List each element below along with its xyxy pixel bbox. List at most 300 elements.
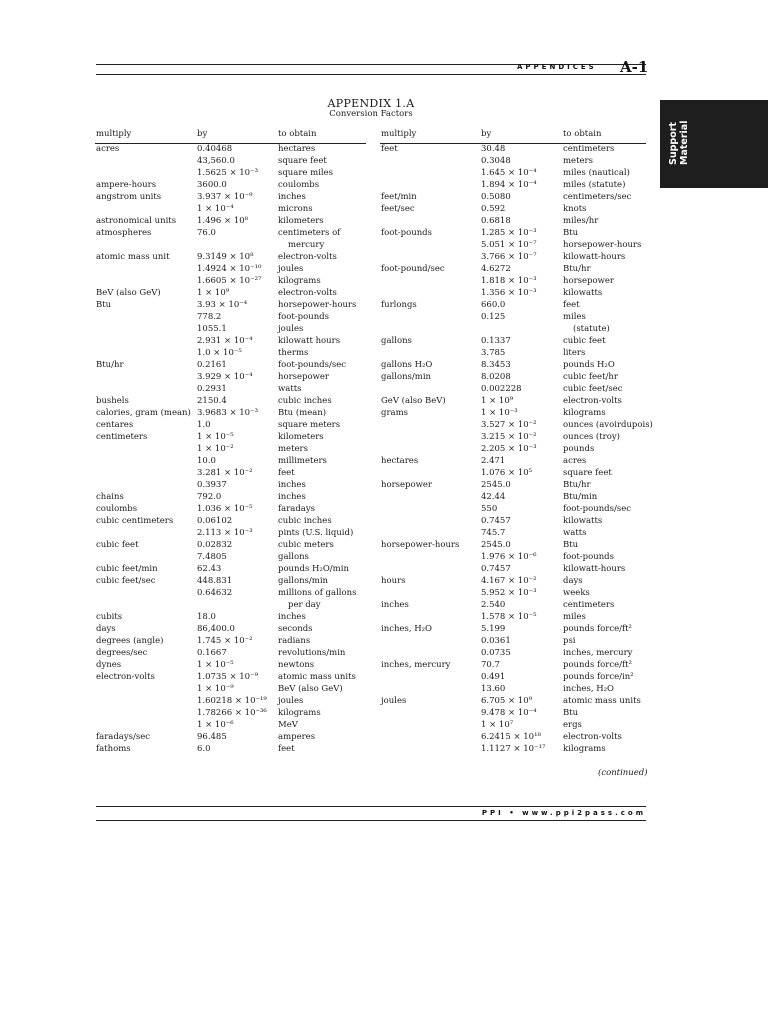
table-row bbox=[0, 467, 768, 479]
cell-multiply-right: horsepower-hours bbox=[381, 540, 460, 550]
cell-to-obtain-right: kilowatts bbox=[563, 516, 603, 526]
table-row bbox=[0, 647, 768, 659]
cell-to-obtain-right: kilowatts bbox=[563, 288, 603, 298]
cell-to-obtain-left: square miles bbox=[278, 168, 334, 178]
cell-to-obtain-left: square feet bbox=[278, 156, 327, 166]
table-row bbox=[0, 707, 768, 719]
cell-by-left: 0.2931 bbox=[197, 384, 227, 394]
cell-multiply-left: centimeters bbox=[96, 432, 148, 442]
cell-to-obtain-right: psi bbox=[563, 636, 576, 646]
cell-to-obtain-right: liters bbox=[563, 348, 586, 358]
cell-multiply-left: Btu bbox=[96, 300, 112, 310]
footer-publisher: PPI • www.ppi2pass.com bbox=[481, 809, 646, 817]
cell-by-left: 1.0 bbox=[197, 420, 211, 430]
table-row bbox=[0, 335, 768, 347]
cell-by-left: 1 × 10⁻⁴ bbox=[197, 204, 234, 214]
col-header-by-right: by bbox=[481, 129, 492, 139]
cell-to-obtain-right: square feet bbox=[563, 468, 612, 478]
cell-to-obtain-left: centimeters of bbox=[278, 228, 341, 238]
table-row bbox=[0, 275, 768, 287]
table-row bbox=[0, 215, 768, 227]
table-row bbox=[0, 431, 768, 443]
table-row bbox=[0, 359, 768, 371]
cell-multiply-left: degrees (angle) bbox=[96, 636, 164, 646]
footer-rule-top bbox=[96, 806, 646, 807]
section-label: APPENDICES bbox=[517, 63, 597, 71]
cell-by-left: 0.64632 bbox=[197, 588, 233, 598]
page-subtitle: Conversion Factors bbox=[329, 109, 413, 119]
cell-by-right: 0.6818 bbox=[481, 216, 511, 226]
cell-to-obtain-left: millimeters bbox=[278, 456, 327, 466]
cell-by-left: 3.929 × 10⁻⁴ bbox=[197, 372, 253, 382]
cell-by-right: 1.894 × 10⁻⁴ bbox=[481, 180, 537, 190]
table-row bbox=[0, 503, 768, 515]
cell-by-left: 1 × 10⁻⁹ bbox=[197, 684, 234, 694]
cell-to-obtain-right: kilowatt-hours bbox=[563, 252, 626, 262]
cell-to-obtain-left: cubic meters bbox=[278, 540, 334, 550]
cell-by-right: 30.48 bbox=[481, 144, 506, 154]
cell-multiply-right: gallons bbox=[381, 336, 412, 346]
table-row bbox=[0, 419, 768, 431]
cell-multiply-right: gallons H₂O bbox=[381, 360, 433, 370]
cell-by-right: 2545.0 bbox=[481, 480, 511, 490]
table-row bbox=[0, 623, 768, 635]
cell-to-obtain-left: per day bbox=[288, 600, 321, 610]
continued-note: (continued) bbox=[598, 768, 648, 778]
cell-by-right: 550 bbox=[481, 504, 498, 514]
cell-multiply-left: bushels bbox=[96, 396, 129, 406]
cell-to-obtain-left: foot-pounds/sec bbox=[278, 360, 346, 370]
cell-to-obtain-right: acres bbox=[563, 456, 587, 466]
cell-by-right: 2.205 × 10⁻³ bbox=[481, 444, 537, 454]
cell-by-right: 1.356 × 10⁻³ bbox=[481, 288, 537, 298]
cell-to-obtain-right: Btu/min bbox=[563, 492, 598, 502]
cell-multiply-left: fathoms bbox=[96, 744, 131, 754]
table-row bbox=[0, 671, 768, 683]
cell-to-obtain-right: meters bbox=[563, 156, 593, 166]
col-header-multiply-right: multiply bbox=[381, 129, 417, 139]
cell-by-left: 7.4805 bbox=[197, 552, 227, 562]
cell-to-obtain-right: Btu/hr bbox=[563, 264, 591, 274]
cell-by-right: 0.0361 bbox=[481, 636, 511, 646]
cell-by-right: 42.44 bbox=[481, 492, 506, 502]
cell-multiply-right: horsepower bbox=[381, 480, 432, 490]
cell-by-left: 1.0735 × 10⁻⁹ bbox=[197, 672, 258, 682]
cell-to-obtain-left: joules bbox=[278, 696, 304, 706]
cell-by-left: 18.0 bbox=[197, 612, 216, 622]
table-row bbox=[0, 539, 768, 551]
table-row bbox=[0, 227, 768, 239]
cell-by-left: 10.0 bbox=[197, 456, 216, 466]
table-row bbox=[0, 443, 768, 455]
cell-to-obtain-left: microns bbox=[278, 204, 313, 214]
cell-by-right: 3.527 × 10⁻² bbox=[481, 420, 537, 430]
cell-by-right: 0.1337 bbox=[481, 336, 511, 346]
table-row bbox=[0, 551, 768, 563]
cell-by-right: 0.7457 bbox=[481, 564, 511, 574]
cell-by-right: 2.540 bbox=[481, 600, 506, 610]
cell-by-left: 0.40468 bbox=[197, 144, 233, 154]
cell-to-obtain-left: feet bbox=[278, 744, 295, 754]
cell-to-obtain-right: inches, mercury bbox=[563, 648, 633, 658]
cell-multiply-left: atomic mass unit bbox=[96, 252, 170, 262]
cell-by-left: 43,560.0 bbox=[197, 156, 235, 166]
cell-by-right: 5.051 × 10⁻⁷ bbox=[481, 240, 537, 250]
cell-by-right: 1.645 × 10⁻⁴ bbox=[481, 168, 537, 178]
cell-to-obtain-right: inches, H₂O bbox=[563, 684, 615, 694]
table-row bbox=[0, 455, 768, 467]
cell-by-left: 3600.0 bbox=[197, 180, 227, 190]
cell-multiply-right: inches, mercury bbox=[381, 660, 451, 670]
cell-to-obtain-left: radians bbox=[278, 636, 311, 646]
page-title: APPENDIX 1.A bbox=[327, 97, 415, 110]
cell-to-obtain-right: ounces (troy) bbox=[563, 432, 620, 442]
cell-by-left: 3.93 × 10⁻⁴ bbox=[197, 300, 248, 310]
cell-to-obtain-right: pounds force/in² bbox=[563, 672, 634, 682]
cell-to-obtain-left: kilograms bbox=[278, 276, 321, 286]
cell-multiply-right: feet/min bbox=[381, 192, 417, 202]
cell-by-left: 1055.1 bbox=[197, 324, 227, 334]
cell-to-obtain-right: pounds H₂O bbox=[563, 360, 615, 370]
cell-to-obtain-right: ounces (avoirdupois) bbox=[563, 420, 653, 430]
cell-by-left: 448.831 bbox=[197, 576, 233, 586]
cell-to-obtain-right: kilograms bbox=[563, 744, 606, 754]
cell-multiply-left: centares bbox=[96, 420, 134, 430]
cell-by-left: 3.9683 × 10⁻³ bbox=[197, 408, 258, 418]
cell-to-obtain-right: foot-pounds/sec bbox=[563, 504, 631, 514]
cell-by-left: 1.60218 × 10⁻¹⁹ bbox=[197, 696, 267, 706]
cell-to-obtain-right: weeks bbox=[563, 588, 590, 598]
col-header-by-left: by bbox=[197, 129, 208, 139]
cell-by-left: 3.937 × 10⁻⁹ bbox=[197, 192, 253, 202]
cell-to-obtain-left: pints (U.S. liquid) bbox=[278, 528, 354, 538]
cell-by-right: 5.952 × 10⁻³ bbox=[481, 588, 537, 598]
table-row bbox=[0, 407, 768, 419]
table-row bbox=[0, 311, 768, 323]
cell-to-obtain-left: square meters bbox=[278, 420, 341, 430]
cell-multiply-right: foot-pounds bbox=[381, 228, 432, 238]
cell-multiply-left: cubits bbox=[96, 612, 123, 622]
cell-to-obtain-left: foot-pounds bbox=[278, 312, 329, 322]
cell-by-right: 0.3048 bbox=[481, 156, 511, 166]
table-row bbox=[0, 563, 768, 575]
table-row bbox=[0, 371, 768, 383]
cell-to-obtain-left: amperes bbox=[278, 732, 316, 742]
cell-multiply-left: cubic feet/sec bbox=[96, 576, 156, 586]
cell-to-obtain-right: kilograms bbox=[563, 408, 606, 418]
cell-by-left: 0.2161 bbox=[197, 360, 227, 370]
cell-to-obtain-right: pounds force/ft² bbox=[563, 660, 632, 670]
cell-by-left: 1 × 10⁻⁵ bbox=[197, 660, 234, 670]
cell-to-obtain-left: inches bbox=[278, 492, 306, 502]
cell-to-obtain-right: atomic mass units bbox=[563, 696, 641, 706]
cell-to-obtain-left: atomic mass units bbox=[278, 672, 356, 682]
cell-by-right: 3.215 × 10⁻² bbox=[481, 432, 537, 442]
cell-to-obtain-left: pounds H₂O/min bbox=[278, 564, 349, 574]
cell-multiply-right: hectares bbox=[381, 456, 419, 466]
cell-to-obtain-left: gallons/min bbox=[278, 576, 329, 586]
cell-by-right: 8.3453 bbox=[481, 360, 511, 370]
cell-to-obtain-left: faradays bbox=[278, 504, 316, 514]
cell-by-right: 70.7 bbox=[481, 660, 500, 670]
table-row bbox=[0, 167, 768, 179]
cell-multiply-right: gallons/min bbox=[381, 372, 432, 382]
cell-by-right: 13.60 bbox=[481, 684, 506, 694]
col-header-obtain-left: to obtain bbox=[278, 129, 317, 139]
cell-to-obtain-left: MeV bbox=[278, 720, 298, 730]
cell-multiply-left: degrees/sec bbox=[96, 648, 148, 658]
cell-to-obtain-right: (statute) bbox=[573, 324, 610, 334]
cell-multiply-right: inches, H₂O bbox=[381, 624, 433, 634]
cell-to-obtain-left: kilograms bbox=[278, 708, 321, 718]
cell-to-obtain-right: horsepower-hours bbox=[563, 240, 642, 250]
cell-multiply-right: GeV (also BeV) bbox=[381, 396, 446, 406]
table-row bbox=[0, 599, 768, 611]
table-row bbox=[0, 239, 768, 251]
table-row bbox=[0, 695, 768, 707]
cell-by-left: 1.4924 × 10⁻¹⁰ bbox=[197, 264, 262, 274]
cell-to-obtain-left: newtons bbox=[278, 660, 315, 670]
cell-to-obtain-right: centimeters bbox=[563, 144, 615, 154]
table-row bbox=[0, 587, 768, 599]
cell-multiply-right: foot-pound/sec bbox=[381, 264, 445, 274]
cell-by-left: 1.6605 × 10⁻²⁷ bbox=[197, 276, 262, 286]
cell-to-obtain-right: ergs bbox=[563, 720, 582, 730]
col-header-obtain-right: to obtain bbox=[563, 129, 602, 139]
table-row bbox=[0, 299, 768, 311]
table-row bbox=[0, 323, 768, 335]
table-row bbox=[0, 263, 768, 275]
cell-by-left: 792.0 bbox=[197, 492, 222, 502]
cell-by-left: 1.745 × 10⁻² bbox=[197, 636, 253, 646]
side-tab-line1: Support bbox=[668, 122, 679, 165]
table-row bbox=[0, 659, 768, 671]
cell-to-obtain-right: watts bbox=[563, 528, 587, 538]
cell-to-obtain-left: inches bbox=[278, 480, 306, 490]
cell-multiply-left: cubic centimeters bbox=[96, 516, 174, 526]
cell-by-right: 6.705 × 10⁹ bbox=[481, 696, 533, 706]
cell-to-obtain-right: foot-pounds bbox=[563, 552, 614, 562]
cell-multiply-left: Btu/hr bbox=[96, 360, 124, 370]
cell-to-obtain-left: cubic inches bbox=[278, 516, 332, 526]
cell-to-obtain-left: inches bbox=[278, 192, 306, 202]
cell-to-obtain-right: miles/hr bbox=[563, 216, 599, 226]
table-row bbox=[0, 155, 768, 167]
header-rule-bottom bbox=[96, 74, 646, 75]
cell-to-obtain-left: horsepower-hours bbox=[278, 300, 357, 310]
cell-by-right: 0.491 bbox=[481, 672, 506, 682]
cell-to-obtain-left: kilowatt hours bbox=[278, 336, 341, 346]
table-row bbox=[0, 527, 768, 539]
cell-by-left: 9.3149 × 10⁸ bbox=[197, 252, 254, 262]
cell-by-right: 745.7 bbox=[481, 528, 506, 538]
cell-to-obtain-left: inches bbox=[278, 612, 306, 622]
cell-by-left: 1 × 10⁻⁶ bbox=[197, 720, 234, 730]
cell-by-right: 0.7457 bbox=[481, 516, 511, 526]
cell-by-left: 0.02832 bbox=[197, 540, 233, 550]
cell-by-right: 1.976 × 10⁻⁶ bbox=[481, 552, 537, 562]
page-number: A-1 bbox=[620, 58, 649, 76]
cell-multiply-right: feet bbox=[381, 144, 398, 154]
table-row bbox=[0, 191, 768, 203]
cell-by-left: 2.113 × 10⁻³ bbox=[197, 528, 253, 538]
cell-to-obtain-left: cubic inches bbox=[278, 396, 332, 406]
cell-to-obtain-right: pounds force/ft² bbox=[563, 624, 632, 634]
table-row bbox=[0, 287, 768, 299]
table-row bbox=[0, 251, 768, 263]
cell-to-obtain-left: feet bbox=[278, 468, 295, 478]
cell-to-obtain-left: electron-volts bbox=[278, 288, 337, 298]
cell-by-left: 6.0 bbox=[197, 744, 211, 754]
cell-to-obtain-left: millions of gallons bbox=[278, 588, 357, 598]
cell-to-obtain-left: therms bbox=[278, 348, 309, 358]
table-row bbox=[0, 179, 768, 191]
cell-multiply-right: feet/sec bbox=[381, 204, 415, 214]
table-row bbox=[0, 683, 768, 695]
cell-to-obtain-left: joules bbox=[278, 324, 304, 334]
cell-to-obtain-left: mercury bbox=[288, 240, 325, 250]
cell-to-obtain-right: Btu bbox=[563, 708, 579, 718]
cell-to-obtain-left: electron-volts bbox=[278, 252, 337, 262]
table-row bbox=[0, 479, 768, 491]
cell-to-obtain-right: feet bbox=[563, 300, 580, 310]
cell-by-left: 96.485 bbox=[197, 732, 227, 742]
cell-by-left: 1 × 10⁻⁵ bbox=[197, 432, 234, 442]
cell-by-right: 2545.0 bbox=[481, 540, 511, 550]
cell-multiply-left: ampere-hours bbox=[96, 180, 157, 190]
table-row bbox=[0, 395, 768, 407]
cell-multiply-left: electron-volts bbox=[96, 672, 155, 682]
table-row bbox=[0, 203, 768, 215]
cell-to-obtain-right: knots bbox=[563, 204, 587, 214]
cell-by-left: 86,400.0 bbox=[197, 624, 235, 634]
table-row bbox=[0, 143, 768, 155]
cell-by-left: 1.036 × 10⁻⁵ bbox=[197, 504, 253, 514]
cell-multiply-right: joules bbox=[381, 696, 407, 706]
cell-by-right: 660.0 bbox=[481, 300, 506, 310]
cell-by-right: 0.125 bbox=[481, 312, 506, 322]
cell-by-right: 1.578 × 10⁻⁵ bbox=[481, 612, 537, 622]
cell-to-obtain-right: electron-volts bbox=[563, 396, 622, 406]
cell-by-left: 1 × 10⁹ bbox=[197, 288, 230, 298]
cell-multiply-left: chains bbox=[96, 492, 124, 502]
cell-multiply-right: inches bbox=[381, 600, 409, 610]
cell-by-right: 1.1127 × 10⁻¹⁷ bbox=[481, 744, 546, 754]
table-row bbox=[0, 611, 768, 623]
cell-to-obtain-right: miles bbox=[563, 612, 586, 622]
table-row bbox=[0, 491, 768, 503]
cell-by-left: 1.5625 × 10⁻³ bbox=[197, 168, 258, 178]
cell-by-left: 1.78266 × 10⁻³⁶ bbox=[197, 708, 267, 718]
cell-by-left: 0.06102 bbox=[197, 516, 233, 526]
cell-by-left: 778.2 bbox=[197, 312, 222, 322]
cell-to-obtain-left: BeV (also GeV) bbox=[278, 684, 343, 694]
table-row bbox=[0, 347, 768, 359]
cell-by-left: 2150.4 bbox=[197, 396, 227, 406]
cell-to-obtain-right: Btu/hr bbox=[563, 480, 591, 490]
cell-by-left: 1.496 × 10⁸ bbox=[197, 216, 249, 226]
cell-to-obtain-right: kilowatt-hours bbox=[563, 564, 626, 574]
cell-by-right: 5.199 bbox=[481, 624, 506, 634]
cell-multiply-left: angstrom units bbox=[96, 192, 162, 202]
cell-by-left: 2.931 × 10⁻⁴ bbox=[197, 336, 253, 346]
cell-to-obtain-right: Btu bbox=[563, 228, 579, 238]
cell-to-obtain-left: kilometers bbox=[278, 432, 324, 442]
cell-by-left: 76.0 bbox=[197, 228, 216, 238]
cell-to-obtain-right: cubic feet bbox=[563, 336, 606, 346]
cell-multiply-left: cubic feet bbox=[96, 540, 139, 550]
table-row bbox=[0, 635, 768, 647]
cell-by-left: 3.281 × 10⁻² bbox=[197, 468, 253, 478]
cell-multiply-right: hours bbox=[381, 576, 406, 586]
cell-by-right: 1 × 10⁷ bbox=[481, 720, 514, 730]
table-row bbox=[0, 719, 768, 731]
cell-by-right: 0.0735 bbox=[481, 648, 511, 658]
cell-to-obtain-left: meters bbox=[278, 444, 308, 454]
footer-rule-bottom bbox=[96, 820, 646, 821]
table-row bbox=[0, 743, 768, 755]
cell-to-obtain-right: centimeters/sec bbox=[563, 192, 632, 202]
cell-multiply-left: days bbox=[96, 624, 116, 634]
table-row bbox=[0, 575, 768, 587]
col-header-multiply-left: multiply bbox=[96, 129, 132, 139]
cell-to-obtain-right: days bbox=[563, 576, 583, 586]
cell-by-right: 4.6272 bbox=[481, 264, 511, 274]
cell-multiply-left: BeV (also GeV) bbox=[96, 288, 161, 298]
cell-multiply-right: grams bbox=[381, 408, 408, 418]
cell-to-obtain-left: gallons bbox=[278, 552, 309, 562]
cell-multiply-left: atmospheres bbox=[96, 228, 152, 238]
cell-multiply-left: calories, gram (mean) bbox=[96, 408, 191, 418]
cell-multiply-right: furlongs bbox=[381, 300, 417, 310]
side-tab-line2: Material bbox=[679, 120, 690, 165]
cell-by-right: 3.766 × 10⁻⁷ bbox=[481, 252, 537, 262]
cell-to-obtain-left: revolutions/min bbox=[278, 648, 346, 658]
cell-by-right: 2.471 bbox=[481, 456, 506, 466]
cell-by-right: 1.818 × 10⁻³ bbox=[481, 276, 537, 286]
cell-multiply-left: faradays/sec bbox=[96, 732, 151, 742]
cell-by-right: 8.0208 bbox=[481, 372, 511, 382]
cell-by-left: 1 × 10⁻² bbox=[197, 444, 234, 454]
cell-to-obtain-right: pounds bbox=[563, 444, 595, 454]
cell-by-right: 1.285 × 10⁻³ bbox=[481, 228, 537, 238]
cell-multiply-left: cubic feet/min bbox=[96, 564, 158, 574]
cell-multiply-left: coulombs bbox=[96, 504, 138, 514]
conversion-table bbox=[0, 143, 768, 755]
cell-multiply-left: astronomical units bbox=[96, 216, 177, 226]
cell-to-obtain-right: centimeters bbox=[563, 600, 615, 610]
cell-by-left: 0.1667 bbox=[197, 648, 227, 658]
cell-to-obtain-left: watts bbox=[278, 384, 302, 394]
cell-by-right: 0.5080 bbox=[481, 192, 511, 202]
cell-to-obtain-right: miles (statute) bbox=[563, 180, 626, 190]
cell-to-obtain-right: electron-volts bbox=[563, 732, 622, 742]
cell-to-obtain-left: Btu (mean) bbox=[278, 408, 327, 418]
cell-by-left: 0.3937 bbox=[197, 480, 227, 490]
cell-to-obtain-right: cubic feet/sec bbox=[563, 384, 623, 394]
cell-to-obtain-right: miles (nautical) bbox=[563, 168, 630, 178]
cell-by-right: 3.785 bbox=[481, 348, 506, 358]
table-row bbox=[0, 515, 768, 527]
cell-to-obtain-left: horsepower bbox=[278, 372, 329, 382]
cell-multiply-left: dynes bbox=[96, 660, 122, 670]
table-row bbox=[0, 383, 768, 395]
cell-by-right: 1 × 10⁻³ bbox=[481, 408, 518, 418]
cell-by-right: 6.2415 × 10¹⁸ bbox=[481, 732, 541, 742]
cell-to-obtain-left: hectares bbox=[278, 144, 316, 154]
cell-to-obtain-right: miles bbox=[563, 312, 586, 322]
cell-to-obtain-right: cubic feet/hr bbox=[563, 372, 618, 382]
